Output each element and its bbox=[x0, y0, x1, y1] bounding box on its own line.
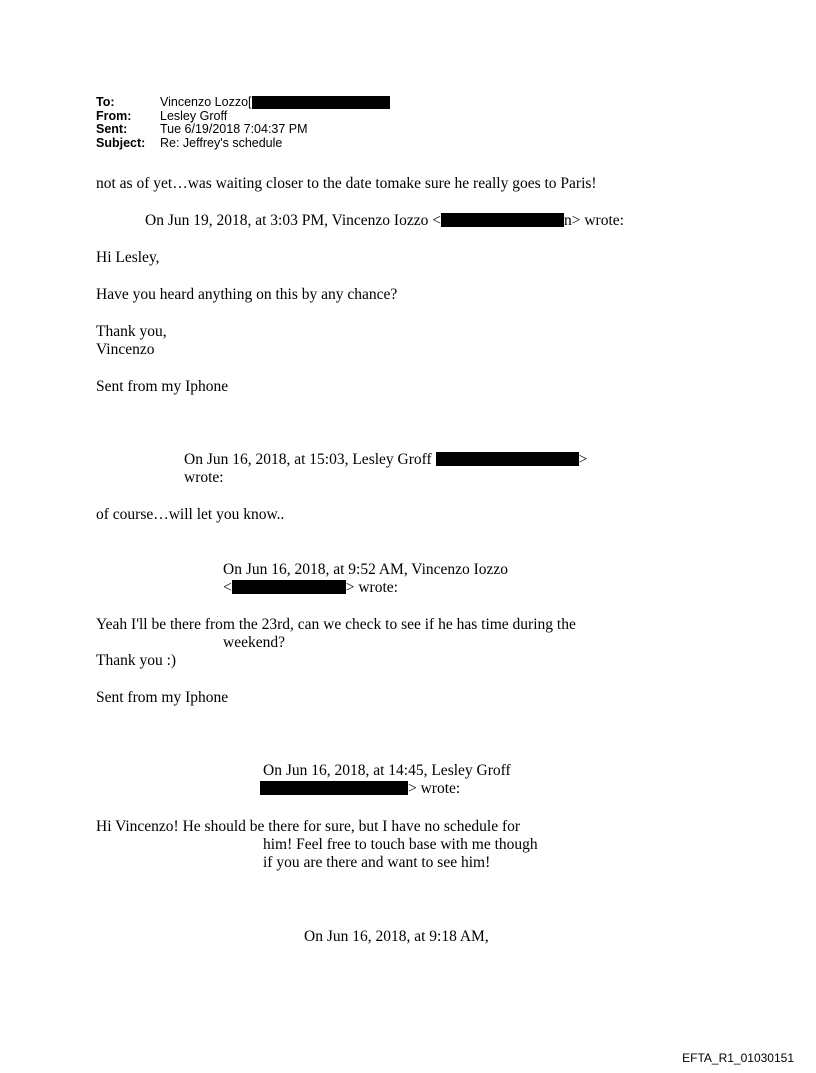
of-course-line: of course…will let you know.. bbox=[96, 506, 285, 523]
subject-value: Re: Jeffrey's schedule bbox=[160, 135, 283, 150]
quote3-intro: On Jun 16, 2018, at 9:52 AM, Vincenzo Iozzo bbox=[223, 561, 509, 578]
hi-vincenzo-line2: him! Feel free to touch base with me though bbox=[263, 836, 538, 853]
sent-value: Tue 6/19/2018 7:04:37 PM bbox=[160, 122, 308, 137]
reply-line: not as of yet…was waiting closer to the date tomake sure he really goes to Paris! bbox=[96, 175, 597, 192]
to-row bbox=[96, 96, 390, 110]
from-label: From: bbox=[96, 108, 132, 123]
quote5-intro: On Jun 16, 2018, at 9:18 AM, bbox=[304, 928, 489, 945]
from-value: Lesley Groff bbox=[160, 108, 228, 123]
redaction-box bbox=[436, 452, 579, 466]
email-header bbox=[96, 96, 390, 150]
sent-row bbox=[96, 123, 390, 137]
quote3-intro-2 bbox=[223, 579, 398, 597]
redaction-box bbox=[260, 781, 408, 795]
sent-label: Sent: bbox=[96, 122, 128, 137]
quote1-intro bbox=[145, 212, 624, 230]
yeah-line-2: weekend? bbox=[223, 634, 285, 651]
quote1-intro-text: On Jun 19, 2018, at 3:03 PM, Vincenzo Iozzo < bbox=[145, 212, 441, 229]
to-value: Vincenzo Lozzo[ bbox=[160, 95, 252, 109]
quote2-intro-text: On Jun 16, 2018, at 15:03, Lesley Groff bbox=[184, 451, 432, 468]
hi-vincenzo-line3: if you are there and want to see him! bbox=[263, 854, 491, 871]
greeting1: Hi Lesley, bbox=[96, 249, 160, 266]
redaction-box bbox=[252, 96, 390, 109]
q1-line: Have you heard anything on this by any chance? bbox=[96, 286, 398, 303]
bates-number: EFTA_R1_01030151 bbox=[682, 1051, 794, 1065]
sent-from1: Sent from my Iphone bbox=[96, 378, 229, 395]
quote1-intro-end: n> wrote: bbox=[563, 212, 624, 229]
yeah-line: Yeah I'll be there from the 23rd, can we check to see if he has time during the bbox=[96, 616, 576, 633]
subject-label: Subject: bbox=[96, 135, 146, 150]
quote3-lt: < bbox=[223, 579, 232, 596]
subject-row bbox=[96, 137, 390, 151]
quote4-intro: On Jun 16, 2018, at 14:45, Lesley Groff bbox=[263, 762, 511, 779]
quote3-wrote: > wrote: bbox=[345, 579, 398, 596]
quote4-wrote: > wrote: bbox=[408, 780, 461, 797]
quote2-intro-end: > bbox=[578, 451, 588, 468]
quote2-wrote: wrote: bbox=[184, 469, 224, 486]
to-label: To: bbox=[96, 95, 115, 109]
sent-from2: Sent from my Iphone bbox=[96, 689, 229, 706]
thanks2: Thank you :) bbox=[96, 652, 177, 669]
hi-vincenzo-line1: Hi Vincenzo! He should be there for sure, but I have no schedule for bbox=[96, 818, 521, 835]
signature1: Vincenzo bbox=[96, 341, 155, 358]
redaction-box bbox=[441, 213, 564, 227]
redaction-box bbox=[232, 580, 346, 594]
quote4-intro-2 bbox=[260, 780, 460, 798]
from-row bbox=[96, 110, 390, 124]
thanks1: Thank you, bbox=[96, 323, 167, 340]
quote2-intro bbox=[184, 451, 587, 469]
